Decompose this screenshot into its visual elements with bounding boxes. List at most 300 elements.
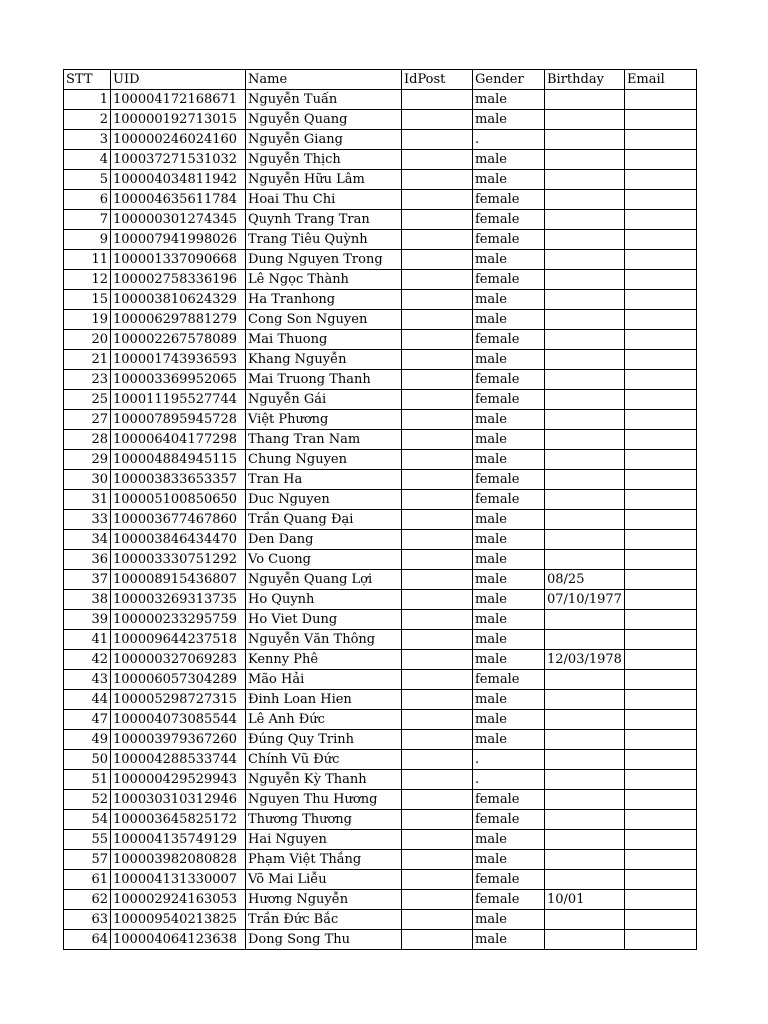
cell-uid[interactable]: 100003833653357 <box>111 470 246 490</box>
cell-birthday[interactable] <box>545 350 625 370</box>
cell-name[interactable]: Nguyễn Tuấn <box>246 90 402 110</box>
cell-stt[interactable]: 11 <box>64 250 111 270</box>
cell-name[interactable]: Trang Tiêu Quỳnh <box>246 230 402 250</box>
cell-uid[interactable]: 100006057304289 <box>111 670 246 690</box>
cell-birthday[interactable] <box>545 330 625 350</box>
cell-idpost[interactable] <box>402 470 473 490</box>
cell-birthday[interactable] <box>545 310 625 330</box>
cell-birthday[interactable] <box>545 530 625 550</box>
cell-stt[interactable]: 38 <box>64 590 111 610</box>
cell-email[interactable] <box>624 370 696 390</box>
cell-email[interactable] <box>624 130 696 150</box>
cell-name[interactable]: Trần Đức Bắc <box>246 910 402 930</box>
cell-stt[interactable]: 47 <box>64 710 111 730</box>
cell-stt[interactable]: 61 <box>64 870 111 890</box>
cell-uid[interactable]: 100003269313735 <box>111 590 246 610</box>
cell-gender[interactable]: female <box>473 470 545 490</box>
cell-uid[interactable]: 100002267578089 <box>111 330 246 350</box>
cell-birthday[interactable] <box>545 170 625 190</box>
cell-uid[interactable]: 100004884945115 <box>111 450 246 470</box>
cell-uid[interactable]: 100000246024160 <box>111 130 246 150</box>
cell-gender[interactable]: male <box>473 250 545 270</box>
cell-name[interactable]: Thang Tran Nam <box>246 430 402 450</box>
cell-idpost[interactable] <box>402 370 473 390</box>
cell-uid[interactable]: 100000192713015 <box>111 110 246 130</box>
cell-email[interactable] <box>624 450 696 470</box>
cell-name[interactable]: Mai Truong Thanh <box>246 370 402 390</box>
cell-name[interactable]: Khang Nguyễn <box>246 350 402 370</box>
cell-idpost[interactable] <box>402 110 473 130</box>
cell-email[interactable] <box>624 430 696 450</box>
cell-gender[interactable]: female <box>473 490 545 510</box>
cell-email[interactable] <box>624 670 696 690</box>
cell-email[interactable] <box>624 530 696 550</box>
cell-idpost[interactable] <box>402 630 473 650</box>
cell-birthday[interactable] <box>545 490 625 510</box>
cell-uid[interactable]: 100004064123638 <box>111 930 246 950</box>
cell-idpost[interactable] <box>402 250 473 270</box>
cell-stt[interactable]: 49 <box>64 730 111 750</box>
cell-uid[interactable]: 100009540213825 <box>111 910 246 930</box>
cell-idpost[interactable] <box>402 610 473 630</box>
cell-gender[interactable]: male <box>473 90 545 110</box>
cell-stt[interactable]: 20 <box>64 330 111 350</box>
cell-email[interactable] <box>624 690 696 710</box>
cell-email[interactable] <box>624 490 696 510</box>
cell-birthday[interactable] <box>545 690 625 710</box>
cell-email[interactable] <box>624 230 696 250</box>
cell-birthday[interactable] <box>545 810 625 830</box>
cell-email[interactable] <box>624 870 696 890</box>
cell-idpost[interactable] <box>402 350 473 370</box>
cell-email[interactable] <box>624 810 696 830</box>
cell-idpost[interactable] <box>402 790 473 810</box>
cell-name[interactable]: Tran Ha <box>246 470 402 490</box>
cell-stt[interactable]: 23 <box>64 370 111 390</box>
cell-uid[interactable]: 100003645825172 <box>111 810 246 830</box>
cell-uid[interactable]: 100004635611784 <box>111 190 246 210</box>
header-cell-gender[interactable]: Gender <box>473 70 545 90</box>
cell-name[interactable]: Dong Song Thu <box>246 930 402 950</box>
cell-email[interactable] <box>624 630 696 650</box>
cell-stt[interactable]: 27 <box>64 410 111 430</box>
cell-name[interactable]: Mai Thuong <box>246 330 402 350</box>
cell-name[interactable]: Hương Nguyễn <box>246 890 402 910</box>
cell-idpost[interactable] <box>402 130 473 150</box>
cell-birthday[interactable] <box>545 550 625 570</box>
cell-uid[interactable]: 100004073085544 <box>111 710 246 730</box>
cell-gender[interactable]: female <box>473 670 545 690</box>
cell-birthday[interactable]: 10/01 <box>545 890 625 910</box>
cell-name[interactable]: Nguyễn Kỳ Thanh <box>246 770 402 790</box>
cell-stt[interactable]: 36 <box>64 550 111 570</box>
cell-birthday[interactable] <box>545 110 625 130</box>
cell-email[interactable] <box>624 210 696 230</box>
cell-stt[interactable]: 28 <box>64 430 111 450</box>
cell-email[interactable] <box>624 310 696 330</box>
cell-name[interactable]: Phạm Việt Thắng <box>246 850 402 870</box>
cell-gender[interactable]: female <box>473 270 545 290</box>
cell-gender[interactable]: male <box>473 830 545 850</box>
cell-gender[interactable]: male <box>473 350 545 370</box>
cell-stt[interactable]: 37 <box>64 570 111 590</box>
cell-uid[interactable]: 100011195527744 <box>111 390 246 410</box>
cell-stt[interactable]: 30 <box>64 470 111 490</box>
cell-stt[interactable]: 55 <box>64 830 111 850</box>
cell-birthday[interactable] <box>545 930 625 950</box>
cell-gender[interactable]: male <box>473 450 545 470</box>
cell-email[interactable] <box>624 910 696 930</box>
cell-email[interactable] <box>624 190 696 210</box>
cell-uid[interactable]: 100001337090668 <box>111 250 246 270</box>
cell-gender[interactable]: female <box>473 870 545 890</box>
cell-name[interactable]: Nguyễn Gái <box>246 390 402 410</box>
cell-gender[interactable]: male <box>473 170 545 190</box>
cell-birthday[interactable] <box>545 830 625 850</box>
cell-birthday[interactable] <box>545 790 625 810</box>
cell-birthday[interactable] <box>545 230 625 250</box>
cell-stt[interactable]: 15 <box>64 290 111 310</box>
cell-name[interactable]: Nguyễn Văn Thông <box>246 630 402 650</box>
cell-idpost[interactable] <box>402 710 473 730</box>
cell-idpost[interactable] <box>402 890 473 910</box>
cell-stt[interactable]: 9 <box>64 230 111 250</box>
cell-gender[interactable]: male <box>473 590 545 610</box>
cell-name[interactable]: Việt Phương <box>246 410 402 430</box>
cell-name[interactable]: Nguyễn Quang <box>246 110 402 130</box>
cell-name[interactable]: Chính Vũ Đức <box>246 750 402 770</box>
cell-gender[interactable]: male <box>473 690 545 710</box>
cell-birthday[interactable] <box>545 250 625 270</box>
cell-idpost[interactable] <box>402 830 473 850</box>
cell-stt[interactable]: 64 <box>64 930 111 950</box>
cell-gender[interactable]: male <box>473 430 545 450</box>
cell-idpost[interactable] <box>402 590 473 610</box>
cell-stt[interactable]: 29 <box>64 450 111 470</box>
cell-idpost[interactable] <box>402 690 473 710</box>
cell-email[interactable] <box>624 610 696 630</box>
cell-idpost[interactable] <box>402 150 473 170</box>
cell-stt[interactable]: 41 <box>64 630 111 650</box>
cell-birthday[interactable]: 08/25 <box>545 570 625 590</box>
cell-name[interactable]: Chung Nguyen <box>246 450 402 470</box>
cell-uid[interactable]: 100001743936593 <box>111 350 246 370</box>
cell-stt[interactable]: 42 <box>64 650 111 670</box>
cell-stt[interactable]: 52 <box>64 790 111 810</box>
cell-email[interactable] <box>624 850 696 870</box>
cell-uid[interactable]: 100000301274345 <box>111 210 246 230</box>
cell-stt[interactable]: 2 <box>64 110 111 130</box>
cell-idpost[interactable] <box>402 450 473 470</box>
cell-idpost[interactable] <box>402 510 473 530</box>
cell-gender[interactable]: female <box>473 790 545 810</box>
cell-name[interactable]: Lê Anh Đức <box>246 710 402 730</box>
cell-birthday[interactable] <box>545 670 625 690</box>
cell-birthday[interactable] <box>545 750 625 770</box>
cell-idpost[interactable] <box>402 90 473 110</box>
cell-uid[interactable]: 100007941998026 <box>111 230 246 250</box>
cell-uid[interactable]: 100008915436807 <box>111 570 246 590</box>
cell-uid[interactable]: 100004288533744 <box>111 750 246 770</box>
cell-uid[interactable]: 100030310312946 <box>111 790 246 810</box>
cell-stt[interactable]: 51 <box>64 770 111 790</box>
cell-name[interactable]: Ho Viet Dung <box>246 610 402 630</box>
cell-email[interactable] <box>624 330 696 350</box>
cell-idpost[interactable] <box>402 730 473 750</box>
cell-gender[interactable]: male <box>473 650 545 670</box>
cell-birthday[interactable] <box>545 510 625 530</box>
cell-email[interactable] <box>624 510 696 530</box>
cell-idpost[interactable] <box>402 410 473 430</box>
cell-name[interactable]: Cong Son Nguyen <box>246 310 402 330</box>
cell-uid[interactable]: 100007895945728 <box>111 410 246 430</box>
cell-email[interactable] <box>624 90 696 110</box>
cell-gender[interactable]: male <box>473 730 545 750</box>
cell-uid[interactable]: 100003982080828 <box>111 850 246 870</box>
cell-name[interactable]: Hai Nguyen <box>246 830 402 850</box>
cell-idpost[interactable] <box>402 650 473 670</box>
cell-idpost[interactable] <box>402 570 473 590</box>
cell-email[interactable] <box>624 570 696 590</box>
cell-uid[interactable]: 100000429529943 <box>111 770 246 790</box>
cell-birthday[interactable] <box>545 190 625 210</box>
cell-birthday[interactable] <box>545 630 625 650</box>
cell-uid[interactable]: 100003810624329 <box>111 290 246 310</box>
cell-gender[interactable]: male <box>473 290 545 310</box>
cell-birthday[interactable] <box>545 390 625 410</box>
cell-gender[interactable]: male <box>473 930 545 950</box>
cell-idpost[interactable] <box>402 190 473 210</box>
cell-idpost[interactable] <box>402 330 473 350</box>
cell-stt[interactable]: 39 <box>64 610 111 630</box>
cell-name[interactable]: Ha Tranhong <box>246 290 402 310</box>
cell-email[interactable] <box>624 590 696 610</box>
cell-email[interactable] <box>624 110 696 130</box>
cell-gender[interactable]: female <box>473 210 545 230</box>
cell-idpost[interactable] <box>402 770 473 790</box>
cell-birthday[interactable] <box>545 290 625 310</box>
cell-email[interactable] <box>624 790 696 810</box>
cell-uid[interactable]: 100003677467860 <box>111 510 246 530</box>
cell-birthday[interactable]: 12/03/1978 <box>545 650 625 670</box>
cell-email[interactable] <box>624 890 696 910</box>
cell-name[interactable]: Võ Mai Liễu <box>246 870 402 890</box>
cell-gender[interactable]: male <box>473 850 545 870</box>
cell-name[interactable]: Đúng Quy Trinh <box>246 730 402 750</box>
cell-birthday[interactable] <box>545 850 625 870</box>
cell-gender[interactable]: male <box>473 710 545 730</box>
cell-birthday[interactable] <box>545 130 625 150</box>
cell-name[interactable]: Duc Nguyen <box>246 490 402 510</box>
cell-idpost[interactable] <box>402 290 473 310</box>
cell-birthday[interactable] <box>545 910 625 930</box>
cell-gender[interactable]: female <box>473 390 545 410</box>
cell-stt[interactable]: 50 <box>64 750 111 770</box>
cell-stt[interactable]: 54 <box>64 810 111 830</box>
header-cell-stt[interactable]: STT <box>64 70 111 90</box>
header-cell-name[interactable]: Name <box>246 70 402 90</box>
cell-idpost[interactable] <box>402 910 473 930</box>
cell-email[interactable] <box>624 170 696 190</box>
cell-gender[interactable]: male <box>473 610 545 630</box>
cell-stt[interactable]: 63 <box>64 910 111 930</box>
cell-email[interactable] <box>624 550 696 570</box>
cell-uid[interactable]: 100004131330007 <box>111 870 246 890</box>
cell-name[interactable]: Quynh Trang Tran <box>246 210 402 230</box>
cell-uid[interactable]: 100003846434470 <box>111 530 246 550</box>
cell-idpost[interactable] <box>402 170 473 190</box>
cell-stt[interactable]: 57 <box>64 850 111 870</box>
cell-uid[interactable]: 100000327069283 <box>111 650 246 670</box>
cell-gender[interactable]: male <box>473 410 545 430</box>
cell-email[interactable] <box>624 830 696 850</box>
cell-idpost[interactable] <box>402 750 473 770</box>
cell-birthday[interactable] <box>545 710 625 730</box>
cell-email[interactable] <box>624 770 696 790</box>
cell-birthday[interactable] <box>545 270 625 290</box>
cell-name[interactable]: Trần Quang Đại <box>246 510 402 530</box>
cell-email[interactable] <box>624 650 696 670</box>
cell-birthday[interactable] <box>545 210 625 230</box>
header-cell-uid[interactable]: UID <box>111 70 246 90</box>
cell-gender[interactable]: female <box>473 810 545 830</box>
cell-email[interactable] <box>624 390 696 410</box>
cell-idpost[interactable] <box>402 430 473 450</box>
cell-uid[interactable]: 100002924163053 <box>111 890 246 910</box>
cell-idpost[interactable] <box>402 550 473 570</box>
cell-idpost[interactable] <box>402 490 473 510</box>
cell-birthday[interactable] <box>545 730 625 750</box>
cell-name[interactable]: Thương Thương <box>246 810 402 830</box>
cell-stt[interactable]: 21 <box>64 350 111 370</box>
cell-birthday[interactable] <box>545 370 625 390</box>
cell-stt[interactable]: 7 <box>64 210 111 230</box>
cell-gender[interactable]: female <box>473 890 545 910</box>
cell-birthday[interactable] <box>545 430 625 450</box>
header-cell-birthday[interactable]: Birthday <box>545 70 625 90</box>
cell-email[interactable] <box>624 250 696 270</box>
cell-name[interactable]: Nguyễn Thịch <box>246 150 402 170</box>
cell-email[interactable] <box>624 270 696 290</box>
cell-stt[interactable]: 3 <box>64 130 111 150</box>
cell-uid[interactable]: 100003979367260 <box>111 730 246 750</box>
cell-email[interactable] <box>624 290 696 310</box>
cell-name[interactable]: Lê Ngọc Thành <box>246 270 402 290</box>
cell-birthday[interactable] <box>545 770 625 790</box>
cell-gender[interactable]: male <box>473 510 545 530</box>
cell-birthday[interactable] <box>545 150 625 170</box>
cell-email[interactable] <box>624 750 696 770</box>
cell-stt[interactable]: 5 <box>64 170 111 190</box>
cell-email[interactable] <box>624 410 696 430</box>
cell-idpost[interactable] <box>402 810 473 830</box>
cell-name[interactable]: Hoai Thu Chi <box>246 190 402 210</box>
cell-idpost[interactable] <box>402 530 473 550</box>
cell-uid[interactable]: 100009644237518 <box>111 630 246 650</box>
cell-gender[interactable]: female <box>473 330 545 350</box>
cell-uid[interactable]: 100006297881279 <box>111 310 246 330</box>
cell-uid[interactable]: 100003330751292 <box>111 550 246 570</box>
cell-name[interactable]: Đinh Loan Hien <box>246 690 402 710</box>
cell-gender[interactable]: male <box>473 570 545 590</box>
cell-gender[interactable]: female <box>473 370 545 390</box>
cell-uid[interactable]: 100037271531032 <box>111 150 246 170</box>
cell-stt[interactable]: 34 <box>64 530 111 550</box>
cell-stt[interactable]: 25 <box>64 390 111 410</box>
cell-stt[interactable]: 12 <box>64 270 111 290</box>
cell-name[interactable]: Ho Quynh <box>246 590 402 610</box>
cell-gender[interactable]: . <box>473 750 545 770</box>
cell-birthday[interactable] <box>545 470 625 490</box>
cell-gender[interactable]: . <box>473 770 545 790</box>
cell-stt[interactable]: 1 <box>64 90 111 110</box>
cell-email[interactable] <box>624 350 696 370</box>
cell-uid[interactable]: 100003369952065 <box>111 370 246 390</box>
cell-stt[interactable]: 33 <box>64 510 111 530</box>
cell-stt[interactable]: 4 <box>64 150 111 170</box>
cell-uid[interactable]: 100004172168671 <box>111 90 246 110</box>
cell-birthday[interactable] <box>545 450 625 470</box>
cell-uid[interactable]: 100006404177298 <box>111 430 246 450</box>
cell-gender[interactable]: . <box>473 130 545 150</box>
cell-name[interactable]: Nguyen Thu Hương <box>246 790 402 810</box>
cell-stt[interactable]: 6 <box>64 190 111 210</box>
cell-gender[interactable]: female <box>473 230 545 250</box>
cell-idpost[interactable] <box>402 850 473 870</box>
cell-idpost[interactable] <box>402 210 473 230</box>
cell-gender[interactable]: female <box>473 190 545 210</box>
cell-gender[interactable]: male <box>473 310 545 330</box>
cell-uid[interactable]: 100004135749129 <box>111 830 246 850</box>
cell-birthday[interactable] <box>545 90 625 110</box>
header-cell-idpost[interactable]: IdPost <box>402 70 473 90</box>
cell-name[interactable]: Nguyễn Quang Lợi <box>246 570 402 590</box>
cell-email[interactable] <box>624 710 696 730</box>
cell-email[interactable] <box>624 930 696 950</box>
cell-stt[interactable]: 44 <box>64 690 111 710</box>
cell-birthday[interactable] <box>545 410 625 430</box>
cell-email[interactable] <box>624 730 696 750</box>
cell-uid[interactable]: 100002758336196 <box>111 270 246 290</box>
cell-name[interactable]: Nguyễn Hữu Lâm <box>246 170 402 190</box>
cell-idpost[interactable] <box>402 230 473 250</box>
cell-gender[interactable]: male <box>473 910 545 930</box>
cell-idpost[interactable] <box>402 390 473 410</box>
cell-uid[interactable]: 100005100850650 <box>111 490 246 510</box>
cell-name[interactable]: Kenny Phê <box>246 650 402 670</box>
cell-name[interactable]: Den Dang <box>246 530 402 550</box>
cell-name[interactable]: Vo Cuong <box>246 550 402 570</box>
cell-gender[interactable]: male <box>473 630 545 650</box>
cell-gender[interactable]: male <box>473 530 545 550</box>
cell-gender[interactable]: male <box>473 110 545 130</box>
cell-birthday[interactable] <box>545 610 625 630</box>
cell-birthday[interactable]: 07/10/1977 <box>545 590 625 610</box>
cell-idpost[interactable] <box>402 870 473 890</box>
cell-idpost[interactable] <box>402 670 473 690</box>
cell-name[interactable]: Mão Hải <box>246 670 402 690</box>
cell-idpost[interactable] <box>402 930 473 950</box>
cell-stt[interactable]: 62 <box>64 890 111 910</box>
cell-stt[interactable]: 31 <box>64 490 111 510</box>
cell-stt[interactable]: 19 <box>64 310 111 330</box>
cell-stt[interactable]: 43 <box>64 670 111 690</box>
header-cell-email[interactable]: Email <box>624 70 696 90</box>
cell-idpost[interactable] <box>402 310 473 330</box>
cell-name[interactable]: Nguyễn Giang <box>246 130 402 150</box>
cell-uid[interactable]: 100005298727315 <box>111 690 246 710</box>
cell-name[interactable]: Dung Nguyen Trong <box>246 250 402 270</box>
